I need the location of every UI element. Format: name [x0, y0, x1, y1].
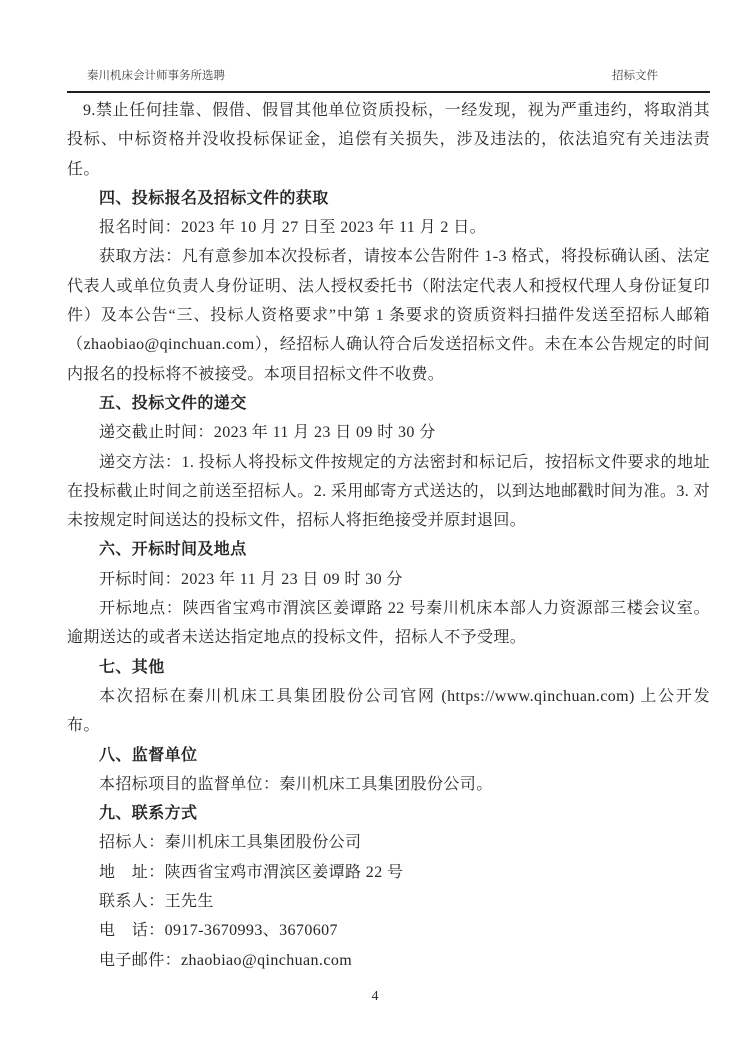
paragraph-opening-time: 开标时间：2023 年 11 月 23 日 09 时 30 分: [99, 570, 403, 588]
paragraph-contact-tenderer: 招标人：秦川机床工具集团股份公司: [99, 834, 362, 852]
paragraph-submission-method: 递交方法：1. 投标人将投标文件按规定的方法密封和标记后，按招标文件要求的地址在投标截止时间之前送至招标人。2. 采用邮寄方式送达的，以到达地邮戳时间为准。3. 对未按规定时间送达的投标文件，招标人将拒绝接受并原封退回。: [67, 453, 710, 530]
paragraph-publication: 本次招标在秦川机床工具集团股份公司官网 (https://www.qinchuan.com) 上公开发布。: [67, 687, 710, 735]
section-heading-contact: 九、联系方式: [99, 805, 198, 823]
paragraph-supervision-unit: 本招标项目的监督单位：秦川机床工具集团股份公司。: [99, 775, 493, 793]
paragraph-contact-phone: 电 话：0917-3670993、3670607: [99, 922, 338, 940]
section-heading-submission: 五、投标文件的递交: [99, 394, 247, 412]
header-project-title: 秦川机床会计师事务所选聘: [87, 70, 225, 82]
paragraph-contact-email: 电子邮件：zhaobiao@qinchuan.com: [99, 951, 353, 969]
paragraph-opening-location: 开标地点：陕西省宝鸡市渭滨区姜谭路 22 号秦川机床本部人力资源部三楼会议室。逾期送达的或者未送达指定地点的投标文件，招标人不予受理。: [67, 600, 710, 647]
paragraph-signup-time: 报名时间：2023 年 10 月 27 日至 2023 年 11 月 2 日。: [99, 219, 487, 237]
page-header: [67, 0, 710, 93]
section-heading-supervision: 八、监督单位: [99, 746, 198, 764]
paragraph-submission-deadline: 递交截止时间：2023 年 11 月 23 日 09 时 30 分: [99, 424, 436, 442]
section-heading-bid-opening: 六、开标时间及地点: [99, 541, 247, 559]
section-heading-registration: 四、投标报名及招标文件的获取: [99, 189, 329, 207]
page-footer: [0, 987, 750, 1007]
section-heading-other: 七、其他: [99, 658, 165, 676]
document-body: [67, 96, 710, 975]
paragraph-contact-address: 地 址：陕西省宝鸡市渭滨区姜谭路 22 号: [99, 863, 404, 881]
page-number: 4: [371, 988, 379, 1004]
header-doc-type-label: 招标文件: [612, 70, 658, 82]
paragraph-contact-person: 联系人：王先生: [99, 893, 214, 911]
paragraph-clause-9: 9.禁止任何挂靠、假借、假冒其他单位资质投标，一经发现，视为严重违约，将取消其投标、中标资格并没收投标保证金，追偿有关损失，涉及违法的，依法追究有关违法责任。: [67, 102, 710, 178]
paragraph-obtain-method: 获取方法：凡有意参加本次投标者，请按本公告附件 1-3 格式，将投标确认函、法定代表人或单位负责人身份证明、法人授权委托书（附法定代表人和授权代理人身份证复印件）及本公告“三、投标人资格要求”中第 1 条要求的资质资料扫描件发送至招标人邮箱（zhaobiao@qinchuan.com），经招标人确认符合后发送招标文件。未在本公告规定的时间内报名的投标将不被接受。本项目招标文件不收费。: [67, 248, 710, 383]
